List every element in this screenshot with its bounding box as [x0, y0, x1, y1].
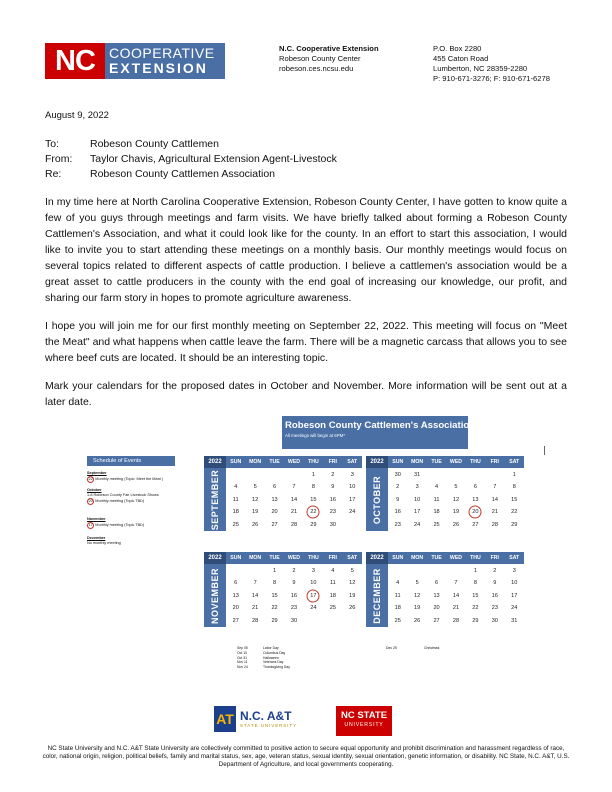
calendar-day: 16	[290, 592, 298, 599]
calendar-day: 6	[234, 580, 238, 587]
calendar-day: 25	[329, 605, 336, 612]
org-address	[433, 44, 550, 84]
calendar-day	[407, 565, 426, 577]
memo-from	[45, 153, 337, 165]
date-circle: 20	[88, 499, 93, 503]
letter-date: August 9, 2022	[45, 110, 109, 121]
calendar-day: 29	[310, 521, 317, 528]
month-name-bar	[366, 468, 388, 531]
calendar-day: 25	[433, 521, 440, 528]
weekday-header	[226, 456, 362, 468]
calendar-day	[427, 565, 446, 577]
calendar-day	[427, 469, 446, 481]
calendar-day	[446, 565, 465, 577]
calendar-day: 14	[252, 592, 259, 599]
weekday-header	[388, 552, 524, 564]
calendar-day	[323, 615, 342, 627]
calendar-day: 20	[433, 605, 440, 612]
calendar-day: 28	[290, 521, 298, 528]
ncat-wordmark	[240, 710, 297, 728]
calendar-day	[485, 469, 504, 481]
calendar-day: 14	[452, 592, 460, 599]
holiday-name: Thanksgiving Day	[263, 665, 290, 670]
schedule-month: November	[87, 517, 106, 521]
schedule-item	[87, 498, 197, 505]
calendar-day: 6	[435, 580, 439, 587]
calendar-day: 13	[433, 592, 440, 599]
calendar-day: 17	[511, 592, 518, 599]
org-center: Robeson County Center	[279, 54, 361, 63]
day-grid	[226, 469, 362, 531]
calendar-day: 20	[271, 509, 278, 516]
calendar-month	[204, 552, 362, 627]
calendar-day: 20	[466, 506, 485, 518]
holiday-name: Labor Day	[263, 646, 279, 650]
calendar-day: 11	[329, 580, 336, 587]
calendar-year: 2022	[204, 456, 226, 468]
date-circle: 22	[88, 477, 93, 481]
calendar-year: 2022	[366, 552, 388, 564]
calendar-day: 17	[414, 509, 421, 516]
calendar-day: 9	[493, 580, 497, 587]
logo-line2: EXTENSION	[109, 60, 208, 76]
weekday-label: SAT	[347, 459, 358, 465]
calendar-day: 13	[472, 496, 479, 503]
calendar-day: 9	[396, 496, 400, 503]
weekday-label: FRI	[490, 459, 499, 465]
calendar-banner-subtitle: All meetings will begin at 6PM*	[285, 433, 346, 438]
weekday-label: WED	[287, 459, 301, 465]
holiday-name: Christmas	[424, 646, 440, 650]
calendar-day: 7	[253, 580, 257, 587]
month-name: SEPTEMBER	[210, 469, 220, 530]
calendar-day: 12	[452, 496, 460, 503]
calendar-day: 12	[349, 580, 356, 587]
memo-from-value: Taylor Chavis, Agricultural Extension Agent-Livestock	[90, 153, 337, 165]
calendar-banner-title: Robeson County Cattlemen's Association	[285, 420, 476, 431]
address-line: Lumberton, NC 28359-2280	[433, 64, 528, 73]
calendar-day: 27	[433, 617, 440, 624]
weekday-label: WED	[287, 555, 301, 561]
calendar-day: 15	[271, 592, 278, 599]
calendar-day: 22	[511, 509, 518, 516]
month-name: DECEMBER	[372, 567, 382, 624]
address-line: P.O. Box 2280	[433, 44, 482, 53]
body-paragraph-1: In my time here at North Carolina Cooperative Extension, Robeson County Center, I have gotten to know quite a few of you guys through meetings and farm visits. We have briefly talked about forming a Robeson County Cattlemen's Association, and what it could look like for the county. In an effort to start this association, I would like to invite you to start attending these meetings on a monthly basis. Our monthly meetings would focus on several topics related to different aspects of cattle production. I believe a cattlemen's association would be a great asset to cattle producers in the county with the end goal of increasing our knowledge, our profit, and sharing our farm story in hopes to promote agriculture awareness.	[45, 196, 567, 304]
calendar-day: 14	[290, 496, 298, 503]
org-website[interactable]: robeson.ces.ncsu.edu	[279, 64, 354, 73]
calendar-day: 2	[493, 568, 497, 574]
calendar-day: 24	[414, 521, 421, 528]
calendar-day: 8	[273, 580, 277, 587]
memo-re	[45, 168, 275, 180]
weekday-label: SUN	[230, 459, 242, 465]
weekday-label: SAT	[509, 555, 520, 561]
schedule-item-text: Monthly meeting (Topic TBD)	[95, 499, 145, 503]
weekday-label: SAT	[509, 459, 520, 465]
date-circle: 17	[88, 523, 93, 527]
holiday-list	[237, 646, 290, 670]
calendar-day: 15	[310, 496, 317, 503]
memo-to-value: Robeson County Cattlemen	[90, 138, 219, 150]
holiday-row	[386, 646, 439, 651]
calendar-day: 13	[271, 496, 278, 503]
weekday-label: MON	[249, 555, 262, 561]
calendar-day: 18	[329, 592, 336, 599]
holiday-date: Oct 10	[237, 650, 247, 655]
calendar-day: 26	[252, 521, 259, 528]
calendar-day	[466, 469, 485, 481]
calendar-day: 11	[232, 496, 239, 503]
calendar-day: 23	[290, 605, 298, 612]
calendar-day: 3	[512, 568, 516, 574]
calendar-day: 10	[310, 580, 317, 587]
logo-nc-mark: NC	[45, 43, 105, 79]
calendar-day: 11	[433, 496, 440, 503]
calendar-day: 29	[472, 617, 479, 624]
schedule-month: September	[87, 471, 107, 475]
schedule-item-text: Monthly meeting (Topic TBD)	[95, 523, 145, 527]
holiday-name: Halloween	[263, 655, 279, 660]
month-name-bar	[204, 564, 226, 627]
calendar-day: 1	[311, 472, 315, 478]
nc-cooperative-extension-logo	[45, 43, 225, 79]
weekday-label: TUE	[269, 459, 280, 465]
calendar-day: 7	[454, 580, 458, 587]
schedule-item: No monthly meeting	[87, 541, 121, 545]
calendar-day: 3	[415, 484, 419, 491]
weekday-label: MON	[411, 459, 424, 465]
weekday-label: THU	[308, 555, 319, 561]
calendar-day: 8	[311, 484, 315, 491]
address-phone: P: 910-671-3276; F: 910-671-6278	[433, 74, 550, 83]
ncs-name: NC STATE	[340, 710, 388, 721]
day-grid	[388, 469, 524, 531]
ncs-sub: UNIVERSITY	[344, 722, 384, 728]
org-name: N.C. Cooperative Extension	[279, 44, 379, 53]
weekday-label: FRI	[328, 555, 337, 561]
calendar-day: 19	[252, 509, 259, 516]
holiday-list-december	[386, 646, 439, 651]
holiday-date: Sep 05	[237, 646, 248, 650]
calendar-day: 4	[331, 568, 335, 574]
weekday-header	[388, 456, 524, 468]
memo-re-value: Robeson County Cattlemen Association	[90, 168, 276, 180]
calendar-day: 24	[310, 605, 317, 612]
calendar-day: 19	[452, 509, 460, 516]
calendar-day: 16	[329, 496, 336, 503]
calendar-month	[204, 456, 362, 531]
calendar-day: 23	[491, 605, 498, 612]
calendar-day: 18	[232, 509, 239, 516]
schedule-month: October	[87, 488, 102, 492]
calendar-day	[343, 615, 362, 627]
weekday-label: THU	[470, 459, 481, 465]
calendar-day	[343, 519, 362, 531]
calendar-day	[284, 469, 303, 481]
calendar-day	[226, 565, 245, 577]
calendar-banner	[282, 416, 476, 449]
body-paragraph-3: Mark your calendars for the proposed dates in October and November. More information will be sent out at a later date.	[45, 380, 567, 408]
calendar-day: 3	[311, 568, 315, 574]
nc-at-logo	[214, 706, 297, 732]
holiday-name: Columbus Day	[263, 650, 286, 655]
calendar-day	[265, 469, 284, 481]
calendar-day: 11	[394, 592, 401, 599]
weekday-label: MON	[411, 555, 424, 561]
calendar-day: 28	[491, 521, 498, 528]
calendar-day	[304, 615, 323, 627]
calendar-day: 21	[452, 605, 460, 612]
schedule-title: Schedule of Events	[87, 456, 175, 466]
holiday-row	[237, 665, 290, 670]
holiday-date: Nov 11	[237, 660, 248, 665]
month-name-bar	[366, 564, 388, 627]
weekday-label: WED	[449, 459, 463, 465]
calendar-day: 8	[512, 484, 516, 491]
calendar-day: 30	[491, 617, 498, 624]
calendar-day: 12	[252, 496, 259, 503]
calendar-day: 15	[511, 496, 518, 503]
calendar-month	[366, 552, 524, 627]
ncat-name: N.C. A&T	[240, 709, 292, 723]
weekday-label: FRI	[490, 555, 499, 561]
footer-disclaimer: NC State University and N.C. A&T State University are collectively committed to positive action to secure equal opportunity and prohibit discrimination and harassment regardless of race, color, national origin, religion, political beliefs, family and marital status, sex, age, veteran status, sexual identity, sexual orientation, genetic information, or disability. NC State, N.C. A&T, U.S. Department of Agriculture, and local governments cooperating.	[42, 745, 570, 768]
calendar-day: 26	[414, 617, 421, 624]
schedule-item	[87, 522, 197, 529]
calendar-month	[366, 456, 524, 531]
weekday-label: TUE	[431, 555, 442, 561]
weekday-label: SUN	[392, 459, 404, 465]
calendar-day: 17	[349, 496, 356, 503]
calendar-day: 7	[493, 484, 497, 491]
calendar-day: 2	[292, 568, 296, 574]
ncat-mark-icon: AT	[214, 706, 236, 732]
calendar-day: 25	[232, 521, 239, 528]
calendar-day	[446, 469, 465, 481]
calendar-day	[388, 565, 407, 577]
calendar-day: 12	[414, 592, 421, 599]
schedule-item-text: Monthly meeting (Topic: Meet the Meat )	[95, 477, 164, 481]
calendar-day: 21	[290, 509, 298, 516]
calendar-day: 18	[394, 605, 401, 612]
weekday-label: SUN	[392, 555, 404, 561]
calendar-day: 10	[349, 484, 356, 491]
month-name: OCTOBER	[372, 475, 382, 524]
weekday-label: MON	[249, 459, 262, 465]
calendar-day: 7	[292, 484, 296, 491]
logo-line1: COOPERATIVE	[109, 45, 215, 61]
calendar-year: 2022	[366, 456, 388, 468]
logo-wordmark	[105, 43, 225, 79]
calendar-day: 15	[472, 592, 479, 599]
day-grid	[388, 565, 524, 627]
calendar-day: 20	[232, 605, 239, 612]
schedule-month: December	[87, 536, 106, 540]
calendar-day: 9	[331, 484, 335, 491]
calendar-day: 9	[292, 580, 296, 587]
holiday-date: Oct 31	[237, 655, 247, 660]
calendar-day	[245, 565, 264, 577]
calendar-day: 5	[415, 580, 419, 587]
memo-to	[45, 138, 219, 150]
month-name-bar	[204, 468, 226, 531]
calendar-day: 19	[414, 605, 421, 612]
calendar-day: 5	[350, 568, 354, 574]
weekday-label: THU	[470, 555, 481, 561]
calendar-day: 24	[349, 509, 356, 516]
nc-state-logo	[336, 706, 392, 736]
calendar-day: 28	[452, 617, 460, 624]
day-grid	[226, 565, 362, 627]
calendar-day: 30	[329, 521, 336, 528]
calendar-day: 2	[331, 472, 335, 478]
calendar-day: 5	[253, 484, 257, 491]
memo-from-label: From:	[45, 153, 73, 165]
calendar-day: 10	[414, 496, 421, 503]
calendar-day: 1	[473, 568, 477, 574]
calendar-day: 10	[511, 580, 518, 587]
calendar-day: 27	[271, 521, 278, 528]
weekday-label: TUE	[269, 555, 280, 561]
calendar-day: 29	[271, 617, 278, 624]
calendar-day: 3	[350, 472, 354, 478]
schedule-item: 1-8 Robeson County Fair Livestock Shows	[87, 493, 159, 497]
memo-to-label: To:	[45, 138, 60, 150]
holiday-date: Nov 24	[237, 665, 248, 670]
calendar-day: 23	[329, 509, 336, 516]
calendar-day: 2	[396, 484, 400, 491]
calendar-day: 22	[472, 605, 479, 612]
calendar-day: 5	[454, 484, 458, 491]
calendar-day: 1	[273, 568, 277, 574]
memo-re-label: Re:	[45, 168, 62, 180]
calendar-day: 1	[512, 472, 516, 478]
org-info	[279, 44, 379, 74]
calendar-day: 27	[472, 521, 479, 528]
calendar-day: 25	[394, 617, 401, 624]
calendar-day: 16	[394, 509, 401, 516]
calendar-day: 6	[473, 484, 477, 491]
calendar-day: 26	[452, 521, 460, 528]
calendar-day: 4	[435, 484, 439, 491]
weekday-label: TUE	[431, 459, 442, 465]
schedule-of-events	[87, 456, 197, 546]
holiday-name: Veterans Day	[263, 660, 284, 665]
calendar-day: 16	[491, 592, 498, 599]
calendar-day: 14	[491, 496, 498, 503]
calendar-day: 31	[511, 617, 518, 624]
calendar-day: 27	[232, 617, 239, 624]
calendar-day: 17	[304, 590, 323, 602]
holiday-date: Dec 25	[386, 646, 397, 650]
calendar-day: 28	[252, 617, 259, 624]
calendar-day: 29	[511, 521, 518, 528]
calendar-day	[226, 469, 245, 481]
calendar-day: 30	[394, 472, 401, 478]
calendar-day: 31	[414, 472, 421, 478]
calendar-day: 30	[290, 617, 298, 624]
calendar-day: 23	[394, 521, 401, 528]
calendar-day	[245, 469, 264, 481]
calendar-day: 4	[396, 580, 400, 587]
weekday-label: SAT	[347, 555, 358, 561]
calendar-day: 4	[234, 484, 238, 491]
weekday-label: WED	[449, 555, 463, 561]
address-line: 455 Caton Road	[433, 54, 489, 63]
schedule-list	[87, 471, 197, 546]
body-paragraph-2: I hope you will join me for our first monthly meeting on September 22, 2022. This meeting will focus on "Meet the Meat" and what happens when cattle leave the farm. There will be a magnetic carcass that allows you to see where beef cuts are located. It should be an interesting topic.	[45, 320, 567, 364]
weekday-label: SUN	[230, 555, 242, 561]
calendar-day: 6	[273, 484, 277, 491]
weekday-label: THU	[308, 459, 319, 465]
calendar-year: 2022	[204, 552, 226, 564]
calendar-day: 24	[511, 605, 518, 612]
calendar-day: 18	[433, 509, 440, 516]
calendar-day: 21	[491, 509, 498, 516]
calendar-day: 26	[349, 605, 356, 612]
calendar-day: 19	[349, 592, 356, 599]
schedule-item	[87, 476, 197, 483]
calendar-day: 21	[252, 605, 259, 612]
calendar-day: 13	[232, 592, 239, 599]
month-name: NOVEMBER	[210, 567, 220, 624]
weekday-label: FRI	[328, 459, 337, 465]
divider	[544, 446, 545, 455]
calendar-day: 22	[271, 605, 278, 612]
weekday-header	[226, 552, 362, 564]
calendar-day: 22	[304, 506, 323, 518]
calendar-day: 8	[473, 580, 477, 587]
ncat-sub: STATE UNIVERSITY	[240, 723, 298, 728]
